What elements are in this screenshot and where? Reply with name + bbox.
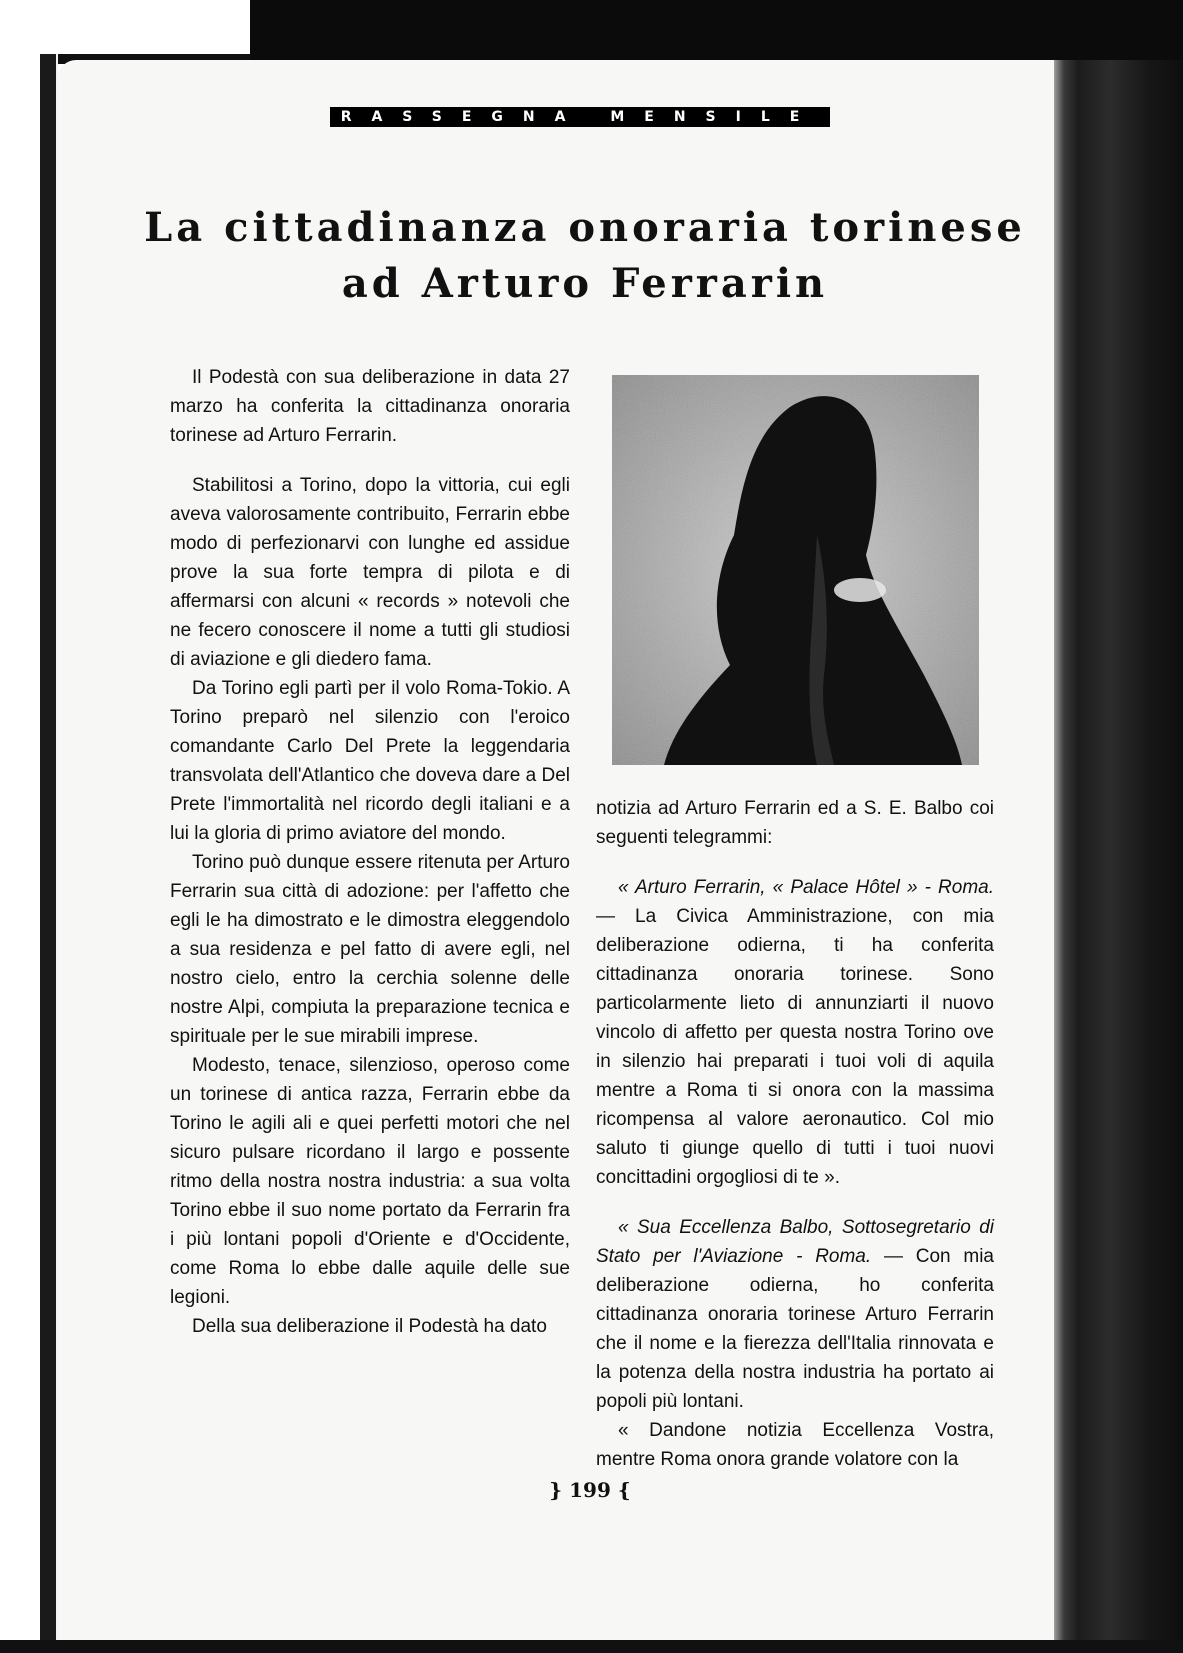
telegram-ferrarin: [596, 873, 994, 1192]
right-text-column: [596, 794, 994, 1474]
telegram-balbo: [596, 1213, 994, 1416]
scan-border-right: [1050, 60, 1183, 1653]
article-title: [120, 200, 1050, 312]
left-text-column: [170, 363, 570, 1341]
magazine-header-text: RASSEGNA MENSILE: [340, 109, 820, 125]
paragraph: Il Podestà con sua deliberazione in data 27 marzo ha conferita la cittadinanza onoraria torinese ad Arturo Ferrarin.: [170, 367, 570, 446]
paragraph: Da Torino egli partì per il volo Roma-Tokio. A Torino preparò nel silenzio con l'eroico comandante Carlo Del Prete la leggendaria transvolata dell'Atlantico che doveva dare a Del Prete l'immortalità nel ricordo degli italiani e a lui la gloria di primo aviatore del mondo.: [170, 678, 570, 844]
paragraph: notizia ad Arturo Ferrarin ed a S. E. Balbo coi seguenti telegrammi:: [596, 798, 994, 848]
telegram-closing: « Dandone notizia Eccellenza Vostra, mentre Roma onora grande volatore con la: [596, 1420, 994, 1470]
paragraph: Stabilitosi a Torino, dopo la vittoria, cui egli aveva valorosamente contribuito, Ferrarin ebbe modo di perfezionarvi con lunghe ed assidue prove la sua forte tempra di pilota e di affermarsi con alcuni « records » notevoli che ne fecero conoscere il nome a tutti gli studiosi di aviazione e gli diedero fama.: [170, 475, 570, 670]
scan-border-left: [0, 54, 58, 1653]
article-title-line-2: ad Arturo Ferrarin: [341, 260, 829, 307]
telegram-heading: « Sua Eccellenza Balbo, Sottosegretario di Stato per l'Aviazione - Roma.: [596, 1217, 994, 1267]
telegram-body: — La Civica Amministrazione, con mia deliberazione odierna, ti ha conferita cittadinanza onoraria torinese. Sono particolarmente lieto di annunziarti il nuovo vincolo di affetto per questa nostra Torino ove in silenzio hai preparati i tuoi voli di aquila mentre a Roma ti si onora con la massima ricompensa al valore aeronautico. Col mio saluto ti giunge quello di tutti i tuoi nuovi concittadini orgogliosi di te ».: [596, 906, 994, 1188]
paragraph: Della sua deliberazione il Podestà ha dato: [192, 1316, 547, 1337]
scan-border-top: [250, 0, 1183, 62]
paragraph: Torino può dunque essere ritenuta per Arturo Ferrarin sua città di adozione: per l'affetto che egli le ha dimostrato e le dimostra eleggendolo a sua residenza e pel fatto di avere egli, nel nostro cielo, entro la cerchia solenne delle nostre Alpi, compiuta la preparazione tecnica e spirituale per le sue mirabili imprese.: [170, 852, 570, 1047]
telegram-heading: « Arturo Ferrarin, « Palace Hôtel » - Roma.: [618, 877, 994, 898]
magazine-header-band: [330, 107, 830, 127]
portrait-photo: [612, 375, 979, 765]
telegram-body: — Con mia deliberazione odierna, ho conferita cittadinanza onoraria torinese Arturo Ferrarin che il nome e la fierezza dell'Italia rinnovata e la potenza della nostra industria ha portato ai popoli più lontani.: [596, 1246, 994, 1412]
page-number: } 199 {: [549, 1478, 631, 1502]
scan-border-bottom: [0, 1640, 1183, 1653]
article-title-line-1: La cittadinanza onoraria torinese: [144, 204, 1026, 251]
paragraph: Modesto, tenace, silenzioso, operoso come un torinese di antica razza, Ferrarin ebbe da Torino le agili ali e quei perfetti motori che nel sicuro pulsare ricordano il largo e possente ritmo della nostra nostra industria: a sua volta Torino ebbe il suo nome portato da Ferrarin fra i più lontani popoli d'Oriente e d'Occidente, come Roma lo ebbe dalle aquile delle sue legioni.: [170, 1055, 570, 1308]
